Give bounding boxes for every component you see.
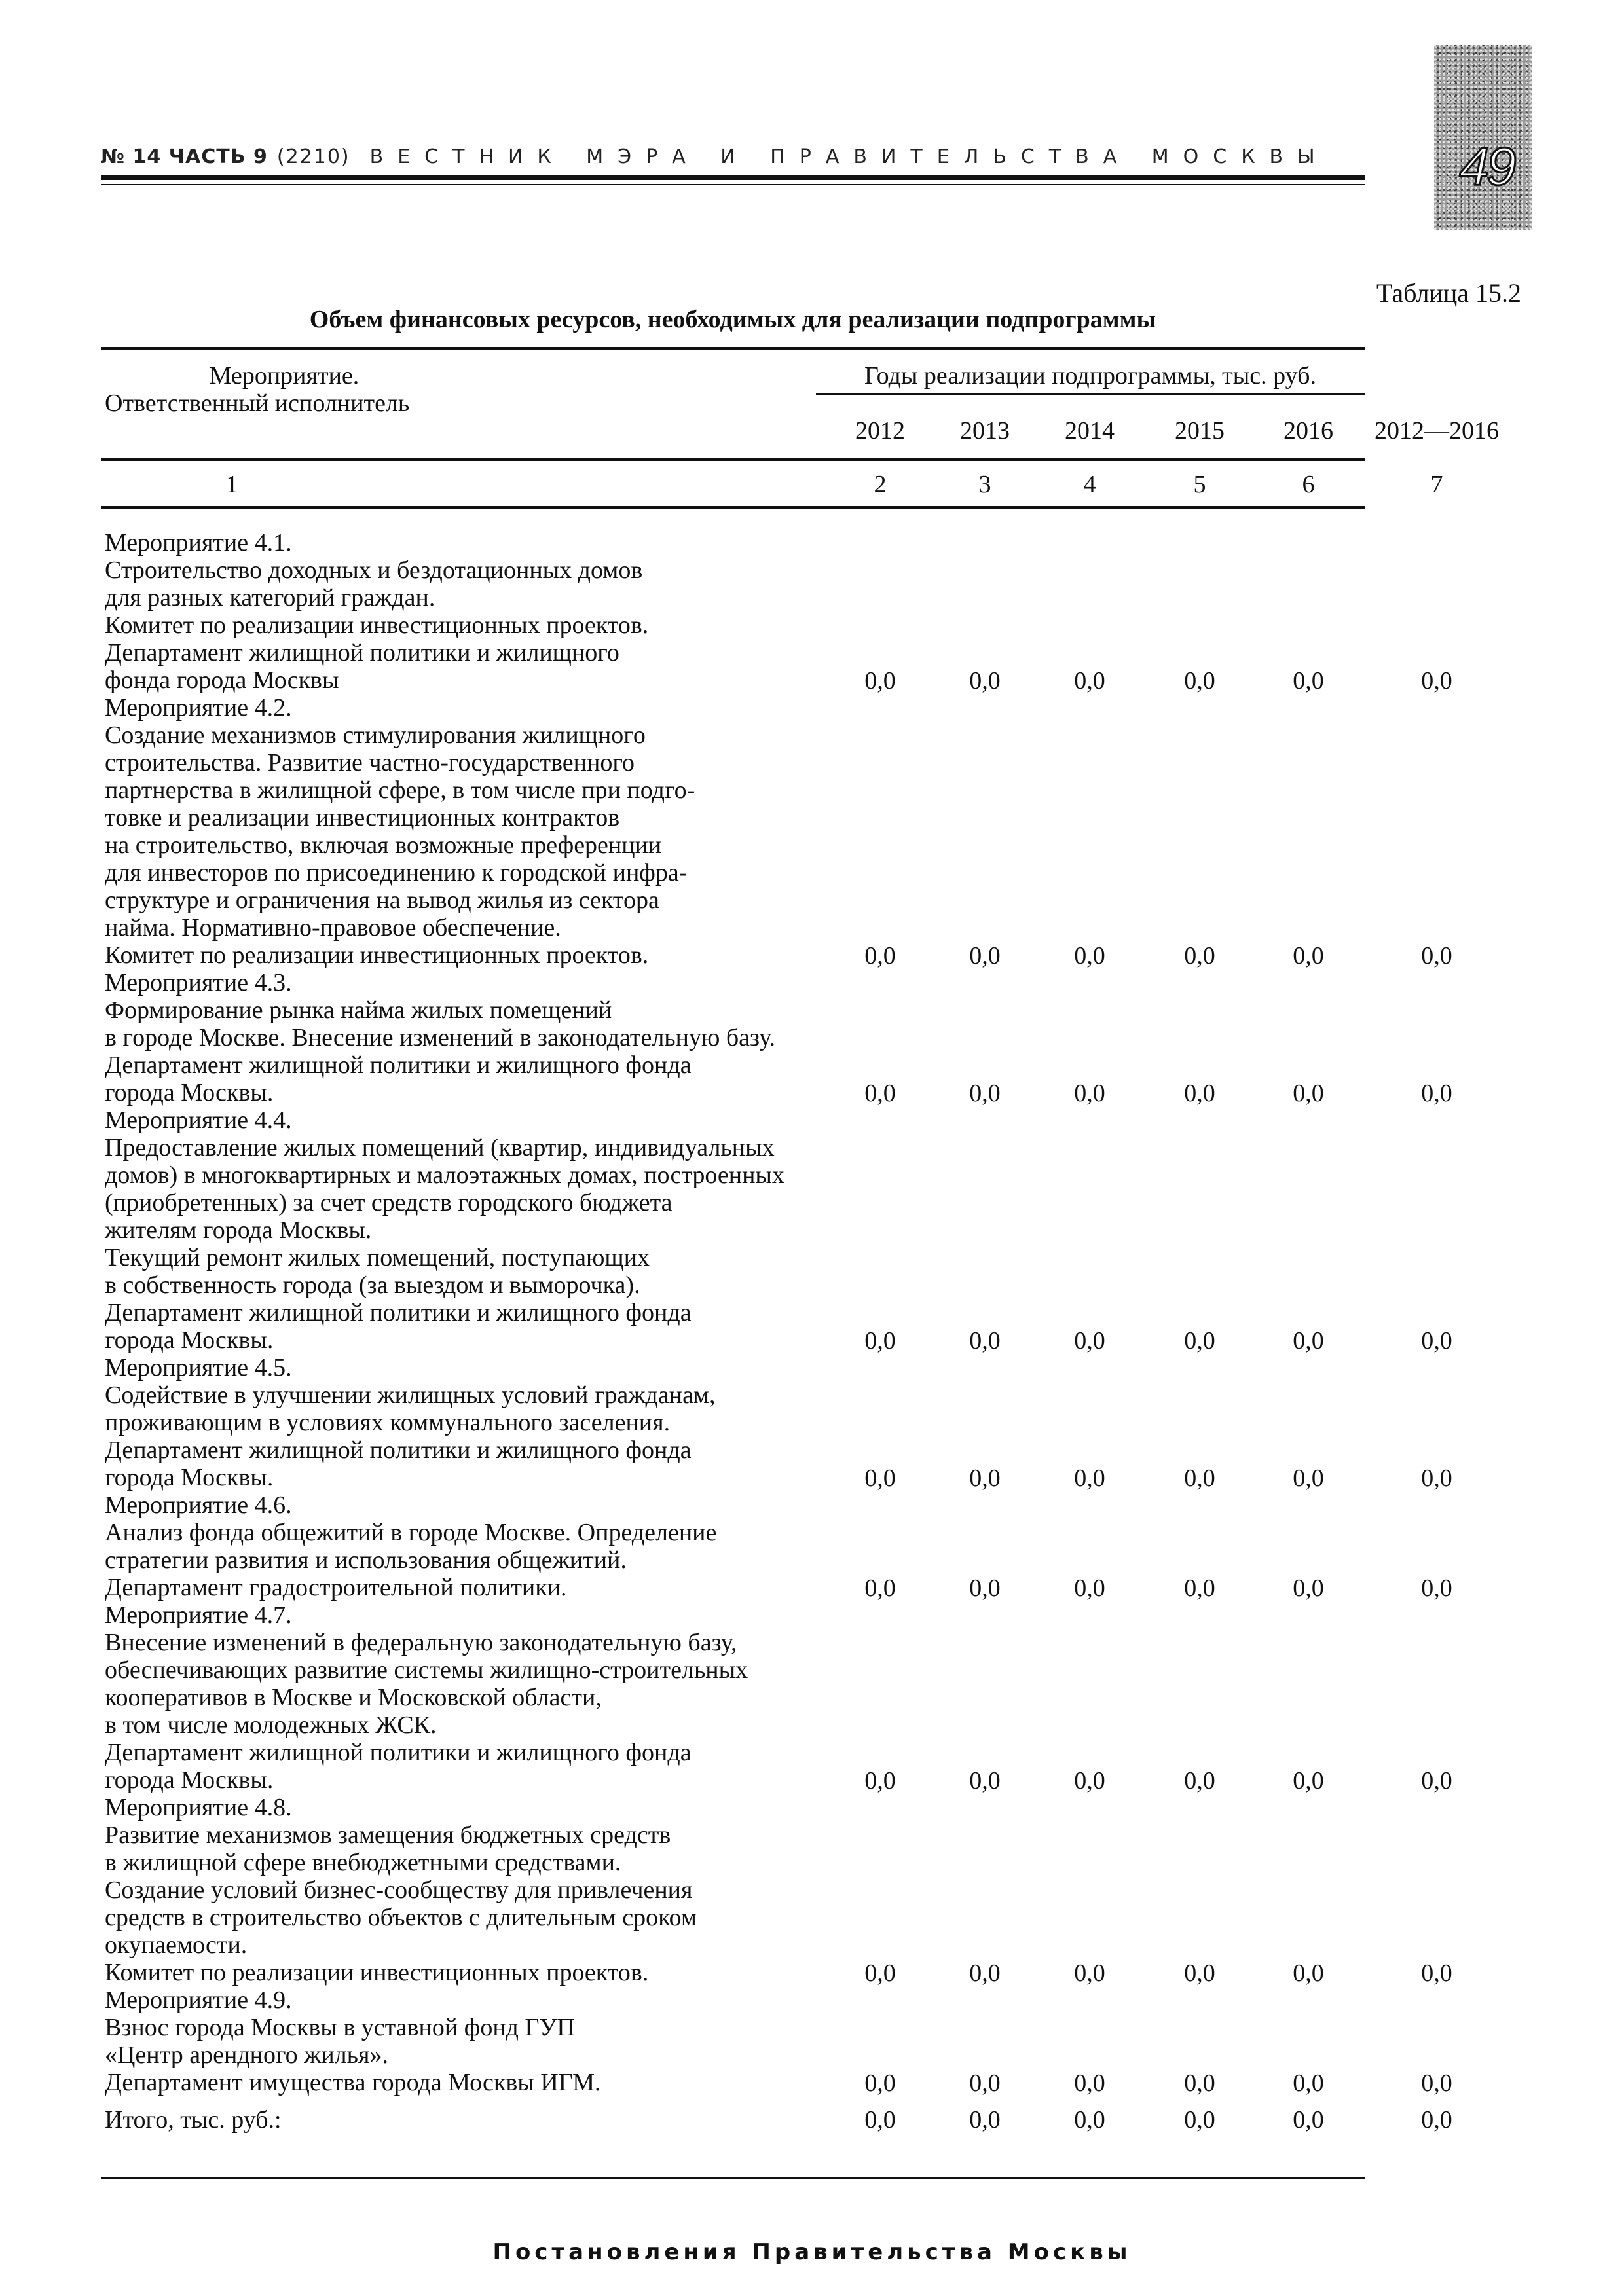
row-description-line: Содействие в улучшении жилищных условий гражданам, bbox=[105, 1381, 716, 1409]
row-description-line: в городе Москве. Внесение изменений в законодательную базу. bbox=[105, 1024, 775, 1051]
row-value: 0,0 bbox=[864, 1465, 896, 1492]
year-header: 2012 bbox=[855, 417, 905, 445]
row-value: 0,0 bbox=[1421, 667, 1452, 695]
header-col1-line2: Ответственный исполнитель bbox=[105, 390, 410, 417]
row-description-line: в том числе молодежных ЖСК. bbox=[105, 1711, 437, 1739]
header-rule-thin bbox=[101, 184, 1365, 185]
row-value: 0,0 bbox=[1184, 1465, 1215, 1492]
table-top-rule bbox=[101, 347, 1365, 350]
row-value: 0,0 bbox=[969, 667, 1001, 695]
row-value: 0,0 bbox=[1184, 1327, 1215, 1355]
column-number: 4 bbox=[1083, 471, 1096, 498]
row-description-line: Анализ фонда общежитий в городе Москве. Определение bbox=[105, 1519, 717, 1546]
row-value: 0,0 bbox=[1293, 942, 1324, 970]
total-value: 0,0 bbox=[864, 2106, 896, 2134]
row-value: 0,0 bbox=[969, 1080, 1001, 1107]
row-description-line: Департамент жилищной политики и жилищного bbox=[105, 639, 619, 666]
row-value: 0,0 bbox=[1074, 1767, 1105, 1795]
row-value: 0,0 bbox=[1293, 1767, 1324, 1795]
row-value: 0,0 bbox=[1421, 1575, 1452, 1602]
row-description-line: Формирование рынка найма жилых помещений bbox=[105, 996, 612, 1024]
row-description-line: Мероприятие 4.5. bbox=[105, 1354, 292, 1381]
publication-title: ВЕСТНИК МЭРА И ПРАВИТЕЛЬСТВА МОСКВЫ bbox=[369, 145, 1329, 168]
row-description-line: на строительство, включая возможные преференции bbox=[105, 831, 662, 859]
row-value: 0,0 bbox=[864, 1767, 896, 1795]
row-description-line: (приобретенных) за счет средств городского бюджета bbox=[105, 1189, 673, 1216]
row-value: 0,0 bbox=[864, 1327, 896, 1355]
row-description-line: Комитет по реализации инвестиционных проектов. bbox=[105, 611, 649, 639]
row-value: 0,0 bbox=[1074, 1465, 1105, 1492]
row-description bbox=[105, 1354, 845, 1491]
header-col1-line1: Мероприятие. bbox=[209, 362, 360, 390]
row-description-line: Комитет по реализации инвестиционных проектов. bbox=[105, 1959, 649, 1986]
row-description-line: для разных категорий граждан. bbox=[105, 584, 435, 611]
column-number: 3 bbox=[978, 471, 991, 498]
row-value: 0,0 bbox=[1074, 667, 1105, 695]
row-description bbox=[105, 1794, 845, 1986]
table-label: Таблица 15.2 bbox=[1376, 278, 1521, 308]
row-value: 0,0 bbox=[864, 1575, 896, 1602]
total-value: 0,0 bbox=[969, 2106, 1001, 2134]
issue-number: (2210) bbox=[276, 145, 350, 168]
row-value: 0,0 bbox=[1293, 2069, 1324, 2097]
total-value: 0,0 bbox=[1421, 2106, 1452, 2134]
row-value: 0,0 bbox=[1184, 1080, 1215, 1107]
row-description-line: Текущий ремонт жилых помещений, поступающих bbox=[105, 1244, 650, 1271]
row-value: 0,0 bbox=[1421, 1465, 1452, 1492]
page-footer: Постановления Правительства Москвы bbox=[492, 2239, 1132, 2265]
row-value: 0,0 bbox=[1074, 1080, 1105, 1107]
row-description-line: Создание механизмов стимулирования жилищного bbox=[105, 721, 646, 749]
year-header: 2016 bbox=[1283, 417, 1333, 445]
row-description-line: Мероприятие 4.9. bbox=[105, 1986, 292, 2014]
row-value: 0,0 bbox=[969, 1327, 1001, 1355]
row-value: 0,0 bbox=[1293, 667, 1324, 695]
row-value: 0,0 bbox=[969, 942, 1001, 970]
row-description-line: Мероприятие 4.1. bbox=[105, 529, 292, 556]
row-description-line: средств в строительство объектов с длительным сроком bbox=[105, 1904, 697, 1931]
total-label: Итого, тыс. руб.: bbox=[105, 2106, 282, 2134]
row-description-line: «Центр арендного жилья». bbox=[105, 2041, 388, 2069]
row-value: 0,0 bbox=[1184, 942, 1215, 970]
row-value: 0,0 bbox=[1184, 2069, 1215, 2097]
row-value: 0,0 bbox=[1421, 1327, 1452, 1355]
row-description bbox=[105, 694, 845, 969]
row-description bbox=[105, 529, 845, 694]
row-value: 0,0 bbox=[1421, 1767, 1452, 1795]
row-description bbox=[105, 1106, 845, 1354]
row-description-line: Внесение изменений в федеральную законодательную базу, bbox=[105, 1629, 737, 1656]
row-description-line: для инвесторов по присоединению к городской инфра- bbox=[105, 859, 688, 886]
row-value: 0,0 bbox=[864, 667, 896, 695]
year-header: 2014 bbox=[1065, 417, 1115, 445]
row-description-line: Создание условий бизнес-сообществу для привлечения bbox=[105, 1876, 693, 1904]
row-value: 0,0 bbox=[1184, 667, 1215, 695]
running-header bbox=[101, 145, 1358, 168]
column-number: 7 bbox=[1430, 471, 1443, 498]
row-description-line: строительства. Развитие частно-государственного bbox=[105, 749, 635, 776]
row-description-line: Департамент жилищной политики и жилищного фонда bbox=[105, 1051, 692, 1079]
row-description-line: Мероприятие 4.7. bbox=[105, 1601, 292, 1629]
row-value: 0,0 bbox=[1074, 1575, 1105, 1602]
row-description-line: найма. Нормативно-правовое обеспечение. bbox=[105, 914, 561, 941]
row-value: 0,0 bbox=[1421, 1959, 1452, 1987]
row-description bbox=[105, 1491, 845, 1601]
row-description-line: товке и реализации инвестиционных контрактов bbox=[105, 804, 620, 831]
row-description bbox=[105, 1986, 845, 2096]
header-bottom-rule bbox=[101, 458, 1365, 461]
row-description-line: окупаемости. bbox=[105, 1931, 248, 1959]
row-description-line: в жилищной сфере внебюджетными средствами. bbox=[105, 1849, 621, 1876]
row-description-line: партнерства в жилищной сфере, в том числе при подго- bbox=[105, 776, 695, 804]
row-description-line: проживающим в условиях коммунального заселения. bbox=[105, 1409, 671, 1436]
row-value: 0,0 bbox=[1184, 1575, 1215, 1602]
column-number: 5 bbox=[1193, 471, 1206, 498]
row-description-line: Комитет по реализации инвестиционных проектов. bbox=[105, 941, 649, 969]
row-description-line: в собственность города (за выездом и выморочка). bbox=[105, 1271, 640, 1299]
row-value: 0,0 bbox=[1293, 1575, 1324, 1602]
row-description-line: Департамент жилищной политики и жилищного фонда bbox=[105, 1299, 692, 1326]
row-value: 0,0 bbox=[1293, 1327, 1324, 1355]
row-description-line: Мероприятие 4.3. bbox=[105, 969, 292, 996]
year-header: 2013 bbox=[960, 417, 1010, 445]
column-number: 2 bbox=[874, 471, 887, 498]
row-description-line: Взнос города Москвы в уставной фонд ГУП bbox=[105, 2014, 575, 2041]
row-description-line: жителям города Москвы. bbox=[105, 1216, 372, 1244]
row-description-line: Департамент жилищной политики и жилищного фонда bbox=[105, 1436, 692, 1464]
row-value: 0,0 bbox=[969, 1959, 1001, 1987]
header-years-group: Годы реализации подпрограммы, тыс. руб. bbox=[864, 362, 1316, 390]
row-description-line: Мероприятие 4.2. bbox=[105, 694, 292, 721]
row-description-line: структуре и ограничения на вывод жилья из сектора bbox=[105, 886, 659, 914]
row-description-line: домов) в многоквартирных и малоэтажных домах, построенных bbox=[105, 1161, 784, 1189]
row-value: 0,0 bbox=[1074, 1327, 1105, 1355]
header-group-rule bbox=[816, 393, 1365, 395]
year-header: 2015 bbox=[1175, 417, 1225, 445]
row-value: 0,0 bbox=[864, 1080, 896, 1107]
row-description-line: Мероприятие 4.6. bbox=[105, 1491, 292, 1519]
total-value: 0,0 bbox=[1074, 2106, 1105, 2134]
row-description-line: обеспечивающих развитие системы жилищно-строительных bbox=[105, 1656, 748, 1684]
header-rule-thick bbox=[101, 175, 1365, 180]
row-value: 0,0 bbox=[1421, 942, 1452, 970]
row-description-line: города Москвы. bbox=[105, 1326, 274, 1354]
issue-label: № 14 ЧАСТЬ 9 bbox=[101, 145, 268, 168]
total-value: 0,0 bbox=[1184, 2106, 1215, 2134]
row-value: 0,0 bbox=[1074, 1959, 1105, 1987]
row-description-line: Департамент градостроительной политики. bbox=[105, 1574, 567, 1601]
row-value: 0,0 bbox=[969, 1767, 1001, 1795]
row-description-line: кооперативов в Москве и Московской области, bbox=[105, 1684, 602, 1711]
row-description-line: города Москвы. bbox=[105, 1766, 274, 1794]
column-number: 6 bbox=[1302, 471, 1315, 498]
row-value: 0,0 bbox=[864, 1959, 896, 1987]
row-description bbox=[105, 1601, 845, 1794]
row-description-line: Развитие механизмов замещения бюджетных средств bbox=[105, 1821, 671, 1849]
row-value: 0,0 bbox=[1293, 1080, 1324, 1107]
row-description-line: Мероприятие 4.8. bbox=[105, 1794, 292, 1821]
row-value: 0,0 bbox=[1421, 1080, 1452, 1107]
column-numbers-rule bbox=[101, 506, 1365, 509]
column-number: 1 bbox=[225, 471, 238, 498]
row-value: 0,0 bbox=[969, 2069, 1001, 2097]
row-value: 0,0 bbox=[969, 1465, 1001, 1492]
row-value: 0,0 bbox=[1184, 1959, 1215, 1987]
row-description-line: города Москвы. bbox=[105, 1464, 274, 1491]
row-description bbox=[105, 969, 845, 1106]
row-description-line: Департамент имущества города Москвы ИГМ. bbox=[105, 2069, 601, 2096]
row-value: 0,0 bbox=[864, 942, 896, 970]
year-header: 2012—2016 bbox=[1375, 417, 1499, 445]
page-number: 49 bbox=[1459, 137, 1514, 196]
row-description-line: Мероприятие 4.4. bbox=[105, 1106, 292, 1134]
total-value: 0,0 bbox=[1293, 2106, 1324, 2134]
row-value: 0,0 bbox=[864, 2069, 896, 2097]
row-value: 0,0 bbox=[1074, 2069, 1105, 2097]
row-value: 0,0 bbox=[1293, 1465, 1324, 1492]
row-description-line: Департамент жилищной политики и жилищного фонда bbox=[105, 1739, 692, 1766]
row-description-line: Предоставление жилых помещений (квартир, индивидуальных bbox=[105, 1134, 775, 1161]
row-description-line: фонда города Москвы bbox=[105, 666, 339, 694]
table-bottom-rule bbox=[101, 2177, 1365, 2179]
row-value: 0,0 bbox=[1421, 2069, 1452, 2097]
row-description-line: Строительство доходных и бездотационных домов bbox=[105, 556, 643, 584]
row-description-line: стратегии развития и использования общежитий. bbox=[105, 1546, 627, 1574]
table-title: Объем финансовых ресурсов, необходимых для реализации подпрограммы bbox=[309, 306, 1156, 333]
row-value: 0,0 bbox=[969, 1575, 1001, 1602]
row-description-line: города Москвы. bbox=[105, 1079, 274, 1106]
row-value: 0,0 bbox=[1074, 942, 1105, 970]
row-value: 0,0 bbox=[1184, 1767, 1215, 1795]
row-value: 0,0 bbox=[1293, 1959, 1324, 1987]
